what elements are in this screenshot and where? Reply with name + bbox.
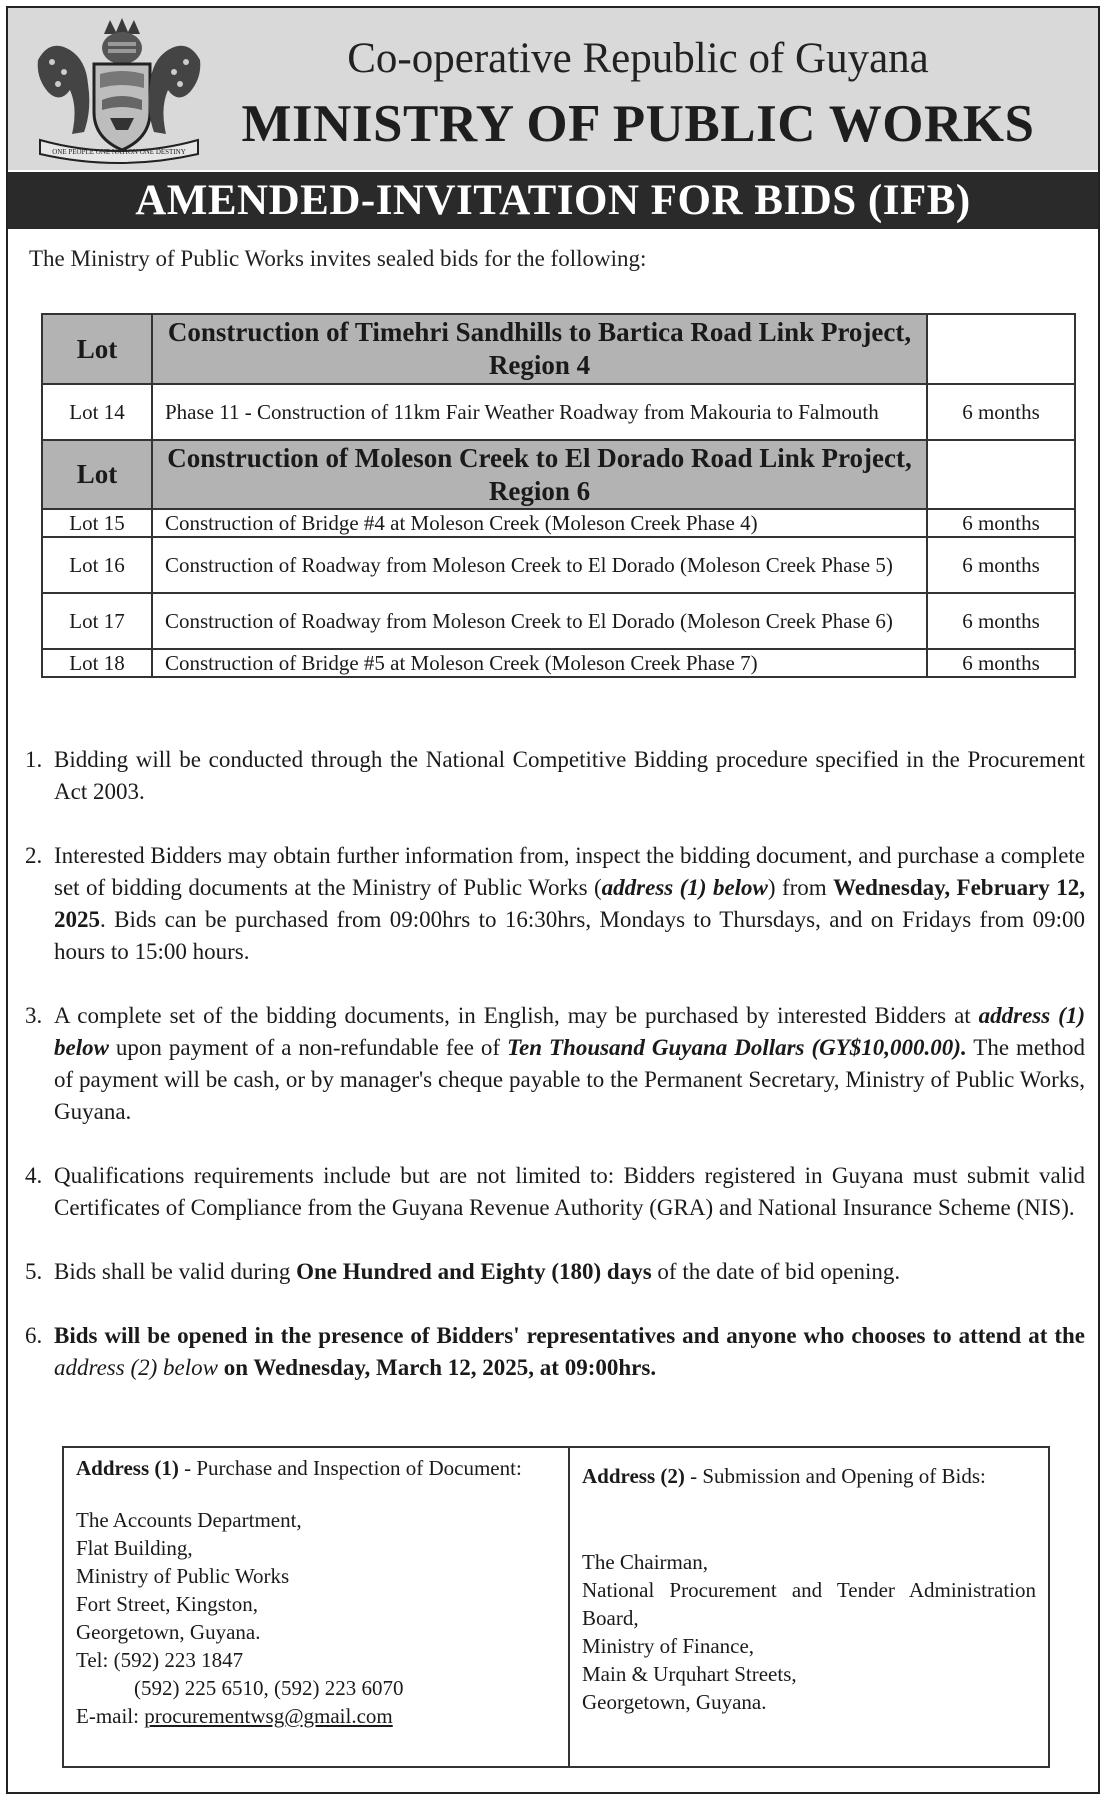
lot-column-header: Lot (42, 314, 152, 384)
item-text (54, 840, 1085, 968)
address-line: Georgetown, Guyana. (582, 1690, 767, 1714)
table-row (42, 649, 1075, 677)
list-item (25, 1256, 1085, 1288)
lot-number: Lot 18 (42, 649, 152, 677)
duration-header-blank (927, 440, 1075, 509)
phone-number: (592) 225 6510, (592) 223 6070 (134, 1676, 404, 1700)
lot-column-header: Lot (42, 440, 152, 509)
address-line: Main & Urquhart Streets, (582, 1662, 797, 1686)
lot-description: Construction of Bridge #5 at Moleson Creek (Moleson Creek Phase 7) (152, 649, 927, 677)
text-run: A complete set of the bidding documents, in English, may be purchased by interested Bidders at (54, 1003, 979, 1028)
address-1-heading (76, 1454, 556, 1482)
address-1-cell (63, 1447, 569, 1767)
item-number: 3. (25, 1003, 43, 1028)
table-row (42, 537, 1075, 593)
table-row (42, 593, 1075, 649)
lot-number: Lot 17 (42, 593, 152, 649)
table-row (42, 509, 1075, 537)
address-2-heading (582, 1462, 1036, 1490)
email-label: E-mail: (76, 1704, 145, 1728)
project-title: Construction of Timehri Sandhills to Bartica Road Link Project, Region 4 (152, 314, 927, 384)
lot-number: Lot 16 (42, 537, 152, 593)
email-line (76, 1702, 556, 1730)
address-label: Address (1) (76, 1456, 179, 1480)
list-item (25, 1000, 1085, 1128)
opening-date: on Wednesday, March 12, 2025, at 09:00hrs. (217, 1355, 657, 1380)
lot-duration: 6 months (927, 509, 1075, 537)
validity-period: One Hundred and Eighty (180) days (296, 1259, 652, 1284)
text-run: upon payment of a non-refundable fee of (108, 1035, 508, 1060)
address-line: Fort Street, Kingston, (76, 1592, 258, 1616)
lot-duration: 6 months (927, 384, 1075, 440)
tel-label: Tel: (76, 1648, 114, 1672)
address-line: National Procurement and Tender Administration Board, (582, 1578, 1036, 1630)
address-reference: address (2) below (54, 1355, 218, 1380)
phone-number: (592) 223 1847 (113, 1648, 244, 1672)
address-reference: address (1) below (601, 875, 768, 900)
address-line: Georgetown, Guyana. (76, 1620, 261, 1644)
item-number: 5. (25, 1259, 43, 1284)
text-run: ) from (767, 875, 834, 900)
fee-amount: Ten Thousand Guyana Dollars (GY$10,000.00). (507, 1035, 967, 1060)
item-number: 6. (25, 1323, 43, 1348)
item-text: Bidding will be conducted through the National Competitive Bidding procedure specified in the Procurement Act 2003. (54, 747, 1085, 804)
notice-banner: AMENDED-INVITATION FOR BIDS (IFB) (8, 172, 1098, 229)
address-reference: address (1) below (54, 1003, 1085, 1060)
address-table (62, 1446, 1050, 1768)
text-run: The method of payment will be cash, or by manager's cheque payable to the Permanent Secretary, Ministry of Public Works, Guyana. (54, 1035, 1085, 1124)
lot-description: Construction of Roadway from Moleson Creek to El Dorado (Moleson Creek Phase 6) (152, 593, 927, 649)
list-item (25, 1160, 1085, 1224)
address-line: Ministry of Public Works (76, 1564, 290, 1588)
lot-number: Lot 15 (42, 509, 152, 537)
address-line: Ministry of Finance, (582, 1634, 755, 1658)
address-label: Address (2) (582, 1464, 685, 1488)
lot-description: Phase 11 - Construction of 11km Fair Weather Roadway from Makouria to Falmouth (152, 384, 927, 440)
list-item (25, 1320, 1085, 1384)
instructions-list (25, 744, 1085, 1416)
address-line: The Accounts Department, (76, 1508, 302, 1532)
address-purpose: - Purchase and Inspection of Document: (178, 1456, 522, 1480)
project-title: Construction of Moleson Creek to El Dorado Road Link Project, Region 6 (152, 440, 927, 509)
address-line: The Chairman, (582, 1550, 708, 1574)
item-text: Qualifications requirements include but are not limited to: Bidders registered in Guyana must submit valid Certificates of Compliance from the Guyana Revenue Authority (GRA) and National Insurance Scheme (NIS). (54, 1163, 1085, 1220)
lot-duration: 6 months (927, 649, 1075, 677)
crest-motto: ONE PEOPLE ONE NATION ONE DESTINY (52, 148, 186, 156)
lot-duration: 6 months (927, 537, 1075, 593)
item-text (54, 1000, 1085, 1128)
email-link[interactable]: procurementwsg@gmail.com (144, 1704, 393, 1728)
list-item (25, 744, 1085, 808)
lot-duration: 6 months (927, 593, 1075, 649)
address-purpose: - Submission and Opening of Bids: (684, 1464, 986, 1488)
address-2-cell (569, 1447, 1049, 1767)
text-run: Bids shall be valid during (54, 1259, 297, 1284)
country-name: Co-operative Republic of Guyana (347, 35, 929, 82)
address-line: Flat Building, (76, 1536, 193, 1560)
text-run: Interested Bidders may obtain further information from, inspect the bidding document, and purchase a complete set of bidding documents at the Ministry of Public Works ( (54, 843, 1085, 900)
table-group-header (42, 440, 1075, 509)
start-date: Wednesday, February 12, 2025 (54, 875, 1086, 932)
ministry-title: MINISTRY OF PUBLIC WORKS (241, 95, 1035, 153)
item-number: 1. (25, 747, 43, 772)
lots-table (41, 313, 1076, 678)
text-run: Bids will be opened in the presence of Bidders' representatives and anyone who chooses to attend at the (54, 1323, 1085, 1348)
text-run: . Bids can be purchased from 09:00hrs to 16:30hrs, Mondays to Thursdays, and on Fridays from 09:00 hours to 15:00 hours. (54, 907, 1085, 964)
telephone-line (76, 1646, 556, 1674)
lot-number: Lot 14 (42, 384, 152, 440)
coat-of-arms-emblem (30, 12, 208, 168)
list-item (25, 840, 1085, 968)
lot-description: Construction of Roadway from Moleson Creek to El Dorado (Moleson Creek Phase 5) (152, 537, 927, 593)
item-text (54, 1256, 1085, 1288)
duration-header-blank (927, 314, 1075, 384)
item-text (54, 1320, 1085, 1384)
item-number: 4. (25, 1163, 43, 1188)
intro-text: The Ministry of Public Works invites sealed bids for the following: (29, 246, 647, 271)
table-row (42, 384, 1075, 440)
header (8, 8, 1098, 170)
item-number: 2. (25, 843, 43, 868)
text-run: of the date of bid opening. (651, 1259, 901, 1284)
table-group-header (42, 314, 1075, 384)
lot-description: Construction of Bridge #4 at Moleson Creek (Moleson Creek Phase 4) (152, 509, 927, 537)
